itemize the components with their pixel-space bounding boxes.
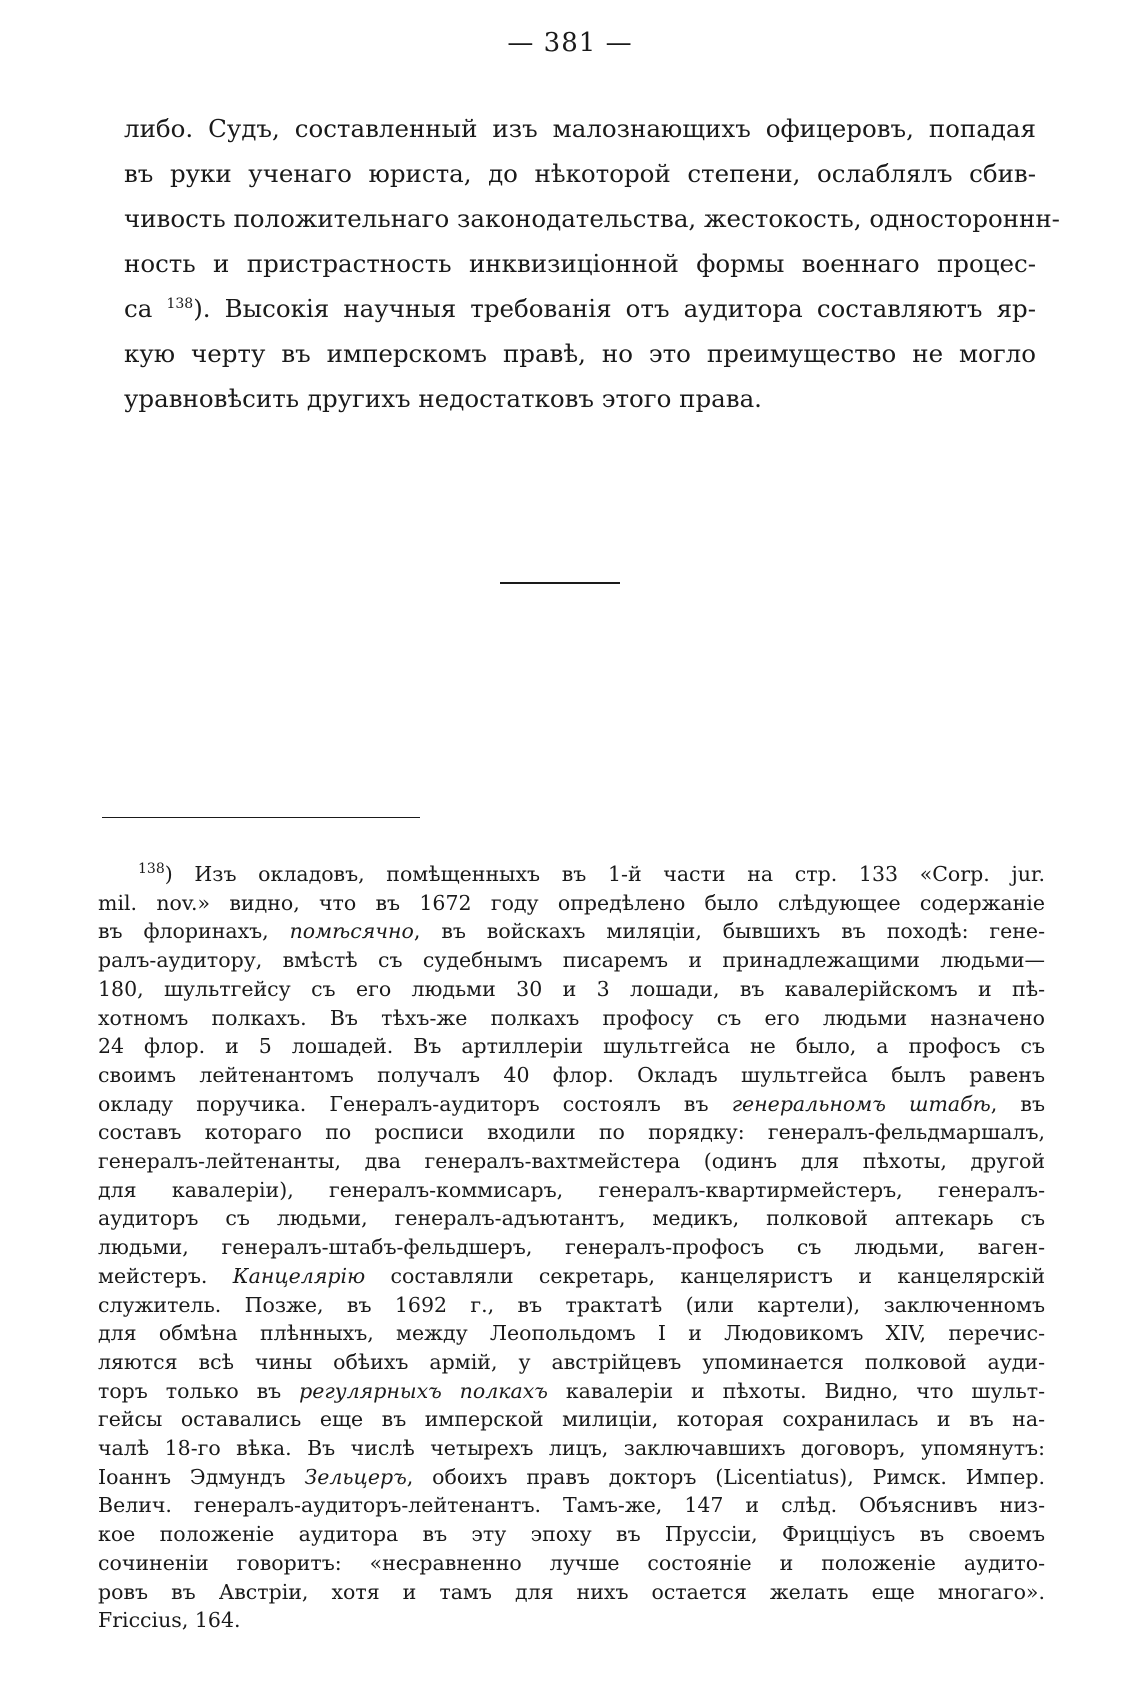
footnote-line: людьми, генералъ-штабъ-фельдшеръ, генералъ-профосъ съ людьми, ваген- [98,1235,1045,1260]
footnote-line: генералъ-лейтенанты, два генералъ-вахтмейстера (одинъ для пѣхоты, другой [98,1149,1045,1174]
footnote-fragment: составляли секретарь, канцеляристъ и канцелярскій [365,1263,1045,1288]
footnote-line: гейсы оставались еще въ имперской милиціи, которая сохранилась и въ на- [98,1407,1045,1432]
footnote-line: аудиторъ съ людьми, генералъ-адъютантъ, медикъ, полковой аптекарь съ [98,1206,1045,1231]
footnote-fragment: окладу поручика. Генералъ-аудиторъ состоялъ въ [98,1091,732,1116]
footnote-emphasis: помѣсячно [289,919,414,944]
footnote-fragment: Іоаннъ Эдмундъ [98,1464,305,1489]
footnote-emphasis: регулярныхъ полкахъ [299,1378,548,1403]
footnote-line: ровъ въ Австріи, хотя и тамъ для нихъ остается желать еще многаго». [98,1579,1045,1604]
page-number: — 381 — [507,28,633,58]
main-text-line: кую черту въ имперскомъ правѣ, но это преимущество не могло [124,339,1036,368]
footnote-line [98,860,1045,889]
footnote-line: ляются всѣ чины обѣихъ армій, у австрійцевъ упоминается полковой ауди- [98,1349,1045,1374]
footnote-emphasis: Канцелярію [232,1263,366,1288]
footnote-line: Велич. генералъ-аудиторъ-лейтенантъ. Тамъ-же, 147 и слѣд. Объяснивъ низ- [98,1493,1045,1518]
footnote-line [98,1377,1045,1406]
footnote-line: для кавалеріи), генералъ-коммисаръ, генералъ-квартирмейстеръ, генералъ- [98,1177,1045,1202]
footnote-line [98,1463,1045,1492]
footnote-line: служитель. Позже, въ 1692 г., въ трактатѣ (или картели), заключенномъ [98,1292,1045,1317]
footnote-line: 180, шультгейсу съ его людьми 30 и 3 лошади, въ кавалерійскомъ и пѣ- [98,976,1045,1001]
footnote-fragment: , въ [990,1091,1045,1116]
footnote-line: кое положеніе аудитора въ эту эпоху въ Пруссіи, Фрицціусъ въ своемъ [98,1522,1045,1547]
footnote-fragment: ) Изъ окладовъ, помѣщенныхъ въ 1-й части на стр. 133 «Corp. jur. [164,862,1045,886]
footnote-fragment: , обоихъ правъ докторъ (Licentiatus), Римск. Импер. [406,1464,1045,1489]
footnote-line: хотномъ полкахъ. Въ тѣхъ-же полкахъ профосу съ его людьми назначено [98,1005,1045,1030]
main-text-fragment: ). Высокія научныя требованія отъ аудитора составляютъ яр- [193,294,1036,323]
main-text [124,106,1060,421]
main-text-line: чивость положительнаго законодательства, жестокость, одностороннн- [124,204,1060,233]
footnote-line: Friccius, 164. [98,1608,241,1633]
footnote-line: своимъ лейтенантомъ получалъ 40 флор. Окладъ шультгейса былъ равенъ [98,1062,1045,1087]
footnote-line: сочиненіи говоритъ: «несравненно лучше состояніе и положеніе аудито- [98,1550,1045,1575]
footnote-emphasis: Зельцеръ [304,1464,407,1489]
main-text-line: либо. Судъ, составленный изъ малознающихъ офицеровъ, попадая [124,114,1036,143]
footnote-line: составъ котораго по росписи входили по порядку: генералъ-фельдмаршалъ, [98,1120,1045,1145]
main-text-line: ность и пристрастность инквизиціонной формы военнаго процес- [124,249,1036,278]
footnote-fragment: торъ только въ [98,1378,300,1403]
footnote-reference: 138 [166,295,194,312]
section-divider [500,582,620,584]
footnote [98,860,1045,1635]
footnote-line [98,917,1045,946]
footnote-line: 24 флор. и 5 лошадей. Въ артиллеріи шультгейса не было, а профосъ съ [98,1034,1045,1059]
main-text-fragment: са [124,294,153,323]
footnote-emphasis: генеральномъ штабѣ [731,1091,991,1116]
footnote-marker: 138 [138,861,165,878]
footnote-fragment: , въ войскахъ миляціи, бывшихъ въ походѣ: гене- [413,919,1045,944]
footnote-fragment: въ флоринахъ, [98,919,290,944]
footnote-fragment: мейстеръ. [98,1263,233,1288]
main-text-line [124,286,1036,331]
footnote-line: чалѣ 18-го вѣка. Въ числѣ четырехъ лицъ, заключавшихъ договоръ, упомянутъ: [98,1436,1045,1461]
footnote-line [98,1262,1045,1291]
footnote-line [98,1090,1045,1119]
footnote-line: mil. nov.» видно, что въ 1672 году опредѣлено было слѣдующее содержаніе [98,890,1045,915]
footnote-line: для обмѣна плѣнныхъ, между Леопольдомъ I и Людовикомъ XIV, перечис- [98,1321,1045,1346]
main-text-line: въ руки ученаго юриста, до нѣкоторой степени, ослаблялъ сбив- [124,159,1036,188]
footnote-fragment: кавалеріи и пѣхоты. Видно, что шульт- [547,1378,1046,1403]
footnote-divider [102,817,420,818]
main-text-line: уравновѣсить другихъ недостатковъ этого права. [124,384,762,413]
footnote-line: ралъ-аудитору, вмѣстѣ съ судебнымъ писаремъ и принадлежащими людьми— [98,948,1045,973]
